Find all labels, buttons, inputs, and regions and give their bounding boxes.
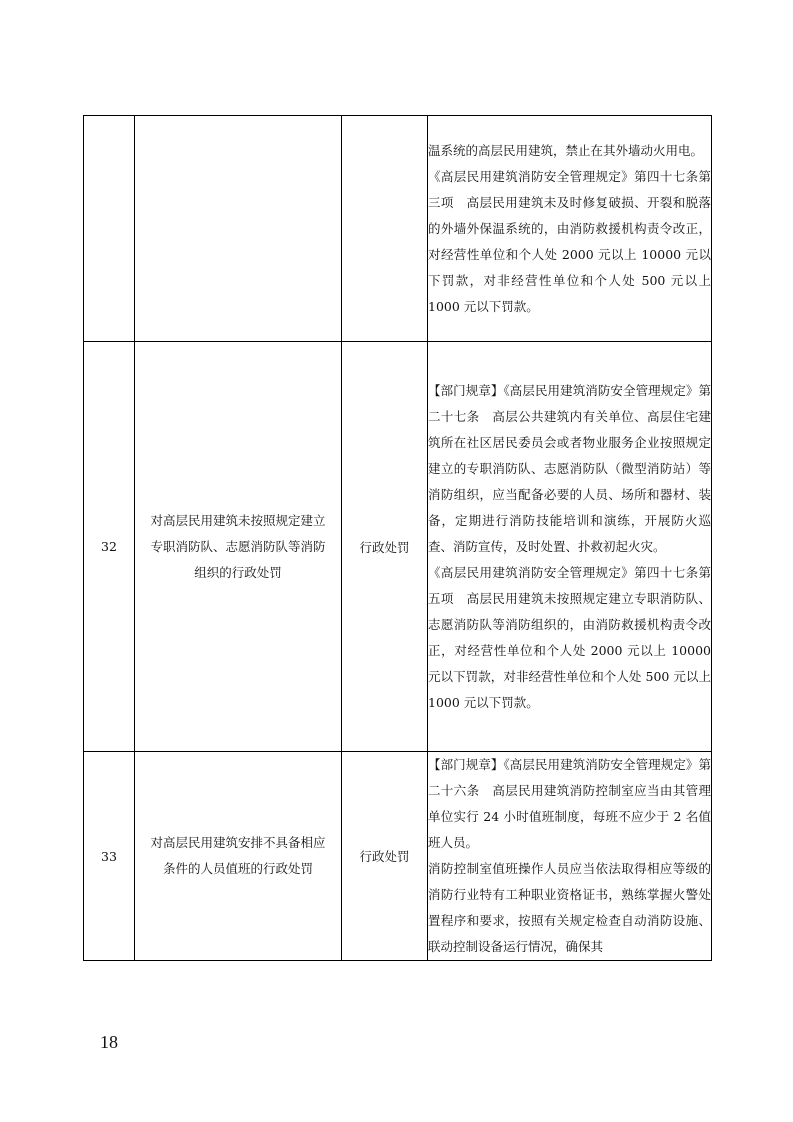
- legal-basis: [428, 752, 712, 961]
- basis-paragraph: 【部门规章】《高层民用建筑消防安全管理规定》第二十六条 高层民用建筑消防控制室应当由其管理单位实行 24 小时值班制度，每班不应少于 2 名值班人员。: [428, 757, 711, 850]
- legal-basis: [428, 342, 712, 752]
- item-number: 33: [84, 752, 135, 961]
- item-name-line: 对高层民用建筑安排不具备相应: [150, 835, 326, 850]
- legal-basis: [428, 116, 712, 342]
- item-name-line: 对高层民用建筑未按照规定建立: [150, 512, 326, 528]
- table-row: [84, 342, 712, 752]
- item-name-line: 专职消防队、志愿消防队等消防: [150, 538, 326, 554]
- table-row: [84, 752, 712, 961]
- item-name: [135, 116, 342, 342]
- item-name: [135, 752, 342, 961]
- table-row: [84, 116, 712, 342]
- item-type: [342, 116, 428, 342]
- item-type: 行政处罚: [342, 342, 428, 752]
- page-number: 18: [100, 1032, 118, 1052]
- basis-paragraph: 《高层民用建筑消防安全管理规定》第四十七条第三项 高层民用建筑未及时修复破损、开裂和脱落的外墙外保温系统的，由消防救援机构责令改正，对经营性单位和个人处 2000 元以上 10000 元以下罚款，对非经营性单位和个人处 500 元以上 1000 元以下罚款。: [428, 168, 711, 314]
- basis-paragraph: 温系统的高层民用建筑，禁止在其外墙动火用电。: [428, 142, 704, 158]
- basis-paragraph: 【部门规章】《高层民用建筑消防安全管理规定》第二十七条 高层公共建筑内有关单位、高层住宅建筑所在社区居民委员会或者物业服务企业按照规定建立的专职消防队、志愿消防队（微型消防站）等消防组织，应当配备必要的人员、场所和器材、装备，定期进行消防技能培训和演练，开展防火巡查、消防宣传，及时处置、扑救初起火灾。: [428, 382, 711, 554]
- item-name-line: 条件的人员值班的行政处罚: [162, 861, 313, 876]
- item-number: 32: [84, 342, 135, 752]
- item-name-line: 组织的行政处罚: [194, 564, 282, 580]
- item-name: [135, 342, 342, 752]
- regulation-table: [83, 115, 712, 961]
- item-number: [84, 116, 135, 342]
- basis-paragraph: 《高层民用建筑消防安全管理规定》第四十七条第五项 高层民用建筑未按照规定建立专职消防队、志愿消防队等消防组织的，由消防救援机构责令改正，对经营性单位和个人处 2000 元以上 10000 元以下罚款，对非经营性单位和个人处 500 元以上 1000 元以下罚款。: [428, 564, 711, 710]
- basis-paragraph: 消防控制室值班操作人员应当依法取得相应等级的消防行业特有工种职业资格证书，熟练掌握火警处置程序和要求，按照有关规定检查自动消防设施、联动控制设备运行情况，确保其: [428, 861, 711, 954]
- item-type: 行政处罚: [342, 752, 428, 961]
